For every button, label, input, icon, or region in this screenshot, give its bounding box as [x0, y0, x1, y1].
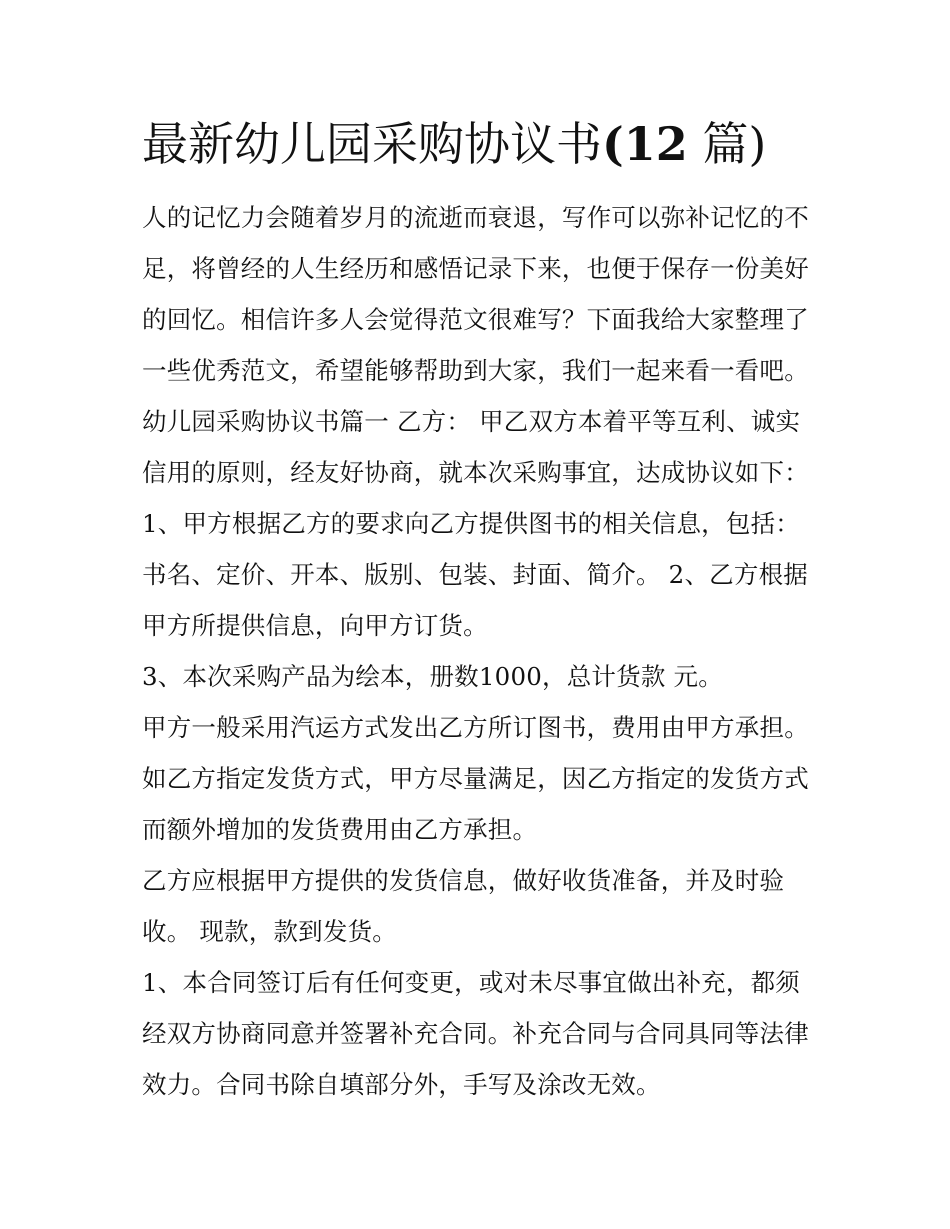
paragraph-clause-1-2: 1、甲方根据乙方的要求向乙方提供图书的相关信息，包括：书名、定价、开本、版别、包装、封面、简介。 2、乙方根据甲方所提供信息，向甲方订货。: [142, 509, 808, 640]
title-unit: 篇): [702, 117, 767, 171]
document-page: [142, 112, 814, 1110]
title-main-text: 最新幼儿园采购协议书: [142, 117, 602, 171]
paragraph-shipping: 甲方一般采用汽运方式发出乙方所订图书，费用由甲方承担。如乙方指定发货方式，甲方尽量满足，因乙方指定的发货方式而额外增加的发货费用由乙方承担。: [142, 713, 809, 844]
paragraph-receiving-payment: 乙方应根据甲方提供的发货信息，做好收货准备，并及时验收。 现款，款到发货。: [142, 866, 785, 946]
paragraph-agreement-opening: 幼儿园采购协议书篇一 乙方： 甲乙双方本着平等互利、诚实信用的原则，经友好协商，就本次采购事宜，达成协议如下：: [142, 407, 809, 487]
paragraph-clause-3: 3、本次采购产品为绘本，册数1000，总计货款 元。: [142, 662, 723, 691]
title-count: (12: [602, 117, 688, 171]
document-title: [142, 112, 814, 176]
paragraph-intro: 人的记忆力会随着岁月的流逝而衰退，写作可以弥补记忆的不足，将曾经的人生经历和感悟记录下来，也便于保存一份美好的回忆。相信许多人会觉得范文很难写？下面我给大家整理了一些优秀范文，希望能够帮助到大家，我们一起来看一看吧。: [142, 203, 809, 385]
paragraph-amendment: 1、本合同签订后有任何变更，或对未尽事宜做出补充，都须经双方协商同意并签署补充合同。补充合同与合同具同等法律效力。合同书除自填部分外，手写及涂改无效。: [142, 968, 809, 1099]
document-body: [142, 192, 814, 1110]
